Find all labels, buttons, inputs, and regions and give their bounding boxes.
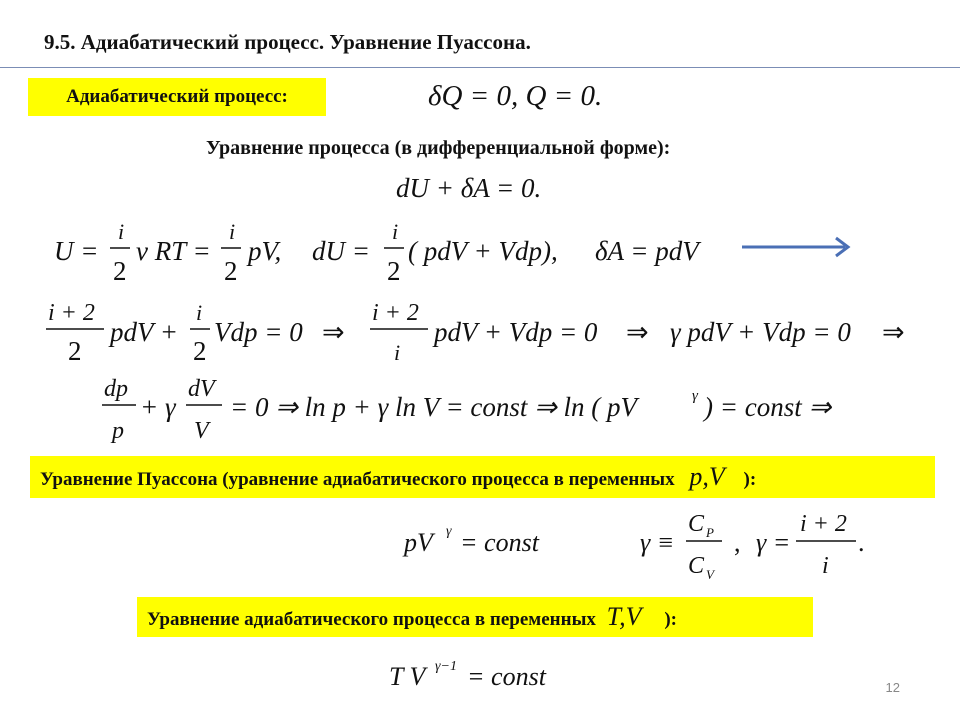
eq3-V: V [194,418,209,444]
cv: C [688,553,705,579]
eq3-plus-gamma: + γ [140,392,176,422]
right-arrow-icon [742,238,848,256]
gamma-def: γ ≡ [640,528,675,557]
poisson-vars: p,V [689,462,725,491]
eq2-vdp: Vdp = 0 [214,317,303,347]
differential-heading: Уравнение процесса (в дифференциальной форме): [206,137,671,159]
eq2-pdv: pdV + [110,317,178,347]
eq1-i-a: i [118,219,125,244]
eq1-pV: pV, [248,236,282,266]
cv-sub: V [706,567,714,582]
tv-tail: ): [664,609,677,630]
tv-exp: γ−1 [435,659,457,674]
eq2-ip2-a: i + 2 [48,300,95,326]
eq2-2-b: 2 [193,336,207,366]
eq2-gamma-eq: γ pdV + Vdp = 0 [670,317,851,347]
tv-vars: T,V [606,602,642,631]
eq2-i-b: i [394,340,401,365]
eq3-dp: dp [104,376,128,402]
eq2-arrow-1: ⇒ [322,317,345,347]
ip2-c: i + 2 [800,511,847,537]
eq1-2-c: 2 [387,256,401,286]
poisson-label: Уравнение Пуассона (уравнение адиабатического процесса в переменных [40,469,675,490]
eq1-i-b: i [229,219,236,244]
eq2-2-a: 2 [68,336,82,366]
poisson-exp: γ [446,524,452,539]
tv-base: T V [389,662,426,691]
poisson-rhs: = const [460,528,539,557]
equation-line-1 [40,212,960,290]
eq2-arrow-2: ⇒ [626,317,649,347]
poisson-equations [390,505,890,590]
poisson-pV: pV [404,528,433,557]
i-c: i [822,553,829,579]
tv-label-box [137,597,813,637]
tv-label: Уравнение адиабатического процесса в переменных [147,609,596,630]
cp: C [688,511,705,537]
cp-sub: P [706,525,714,540]
eq1-2-b: 2 [224,256,238,286]
eq3-dV: dV [188,376,215,402]
eq1-2-a: 2 [113,256,127,286]
eq2-i-a: i [196,300,203,325]
eq3-gamma-exp: γ [692,388,698,404]
tv-equation [385,650,605,700]
eq2-arrow-3: ⇒ [882,317,905,347]
eq3-p: p [112,418,124,444]
equation-line-2 [40,292,960,370]
eq2-ip2-b: i + 2 [372,300,419,326]
poisson-label-box [30,456,935,498]
eq3-rest2: ) = const ⇒ [704,392,832,422]
poisson-comma: , [734,528,741,557]
eq1-dU: dU = [312,236,370,266]
page-title: 9.5. Адиабатический процесс. Уравнение Пуассона. [44,30,531,54]
eq1-pdv: ( pdV + Vdp), [408,236,558,266]
eq1-i-c: i [392,219,399,244]
eq3-rest: = 0 ⇒ ln p + γ ln V = const ⇒ ln ( pV [230,392,638,422]
page-number: 12 [885,680,900,695]
tv-rhs: = const [467,662,546,691]
eq1-dA: δA = pdV [595,236,699,266]
adiabatic-condition: δQ = 0, Q = 0. [428,80,603,112]
eq2-pdv2: pdV + Vdp = 0 [434,317,598,347]
equation-line-3 [40,370,960,450]
differential-equation: dU + δA = 0. [396,173,542,203]
poisson-dot: . [858,528,865,557]
poisson-tail: ): [743,469,757,490]
eq1-U: U = [54,236,99,266]
header-divider [0,67,960,68]
eq1-nuRT: ν RT = [136,236,211,266]
adiabatic-label: Адиабатический процесс: [28,78,326,116]
gamma2: γ = [756,528,791,557]
